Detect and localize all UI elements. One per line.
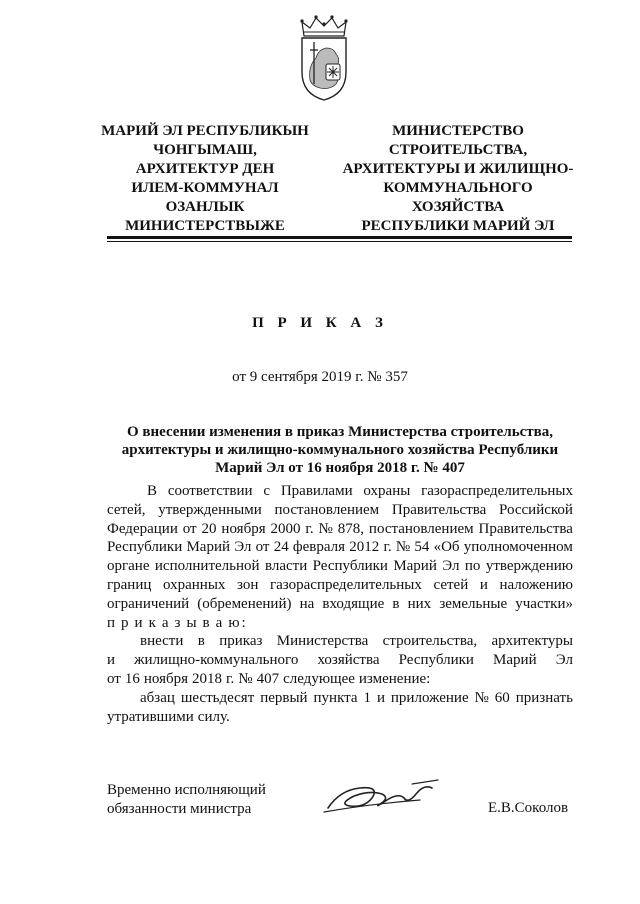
body-line: и жилищно-коммунального хозяйства Республики Марий Эл	[107, 652, 573, 669]
subject-line: архитектуры и жилищно-коммунального хозяйства Республики	[121, 442, 559, 458]
document-type-title: П Р И К А З	[252, 315, 388, 331]
header-right-line: ХОЗЯЙСТВА	[411, 199, 505, 215]
header-right-line: КОММУНАЛЬНОГО	[383, 180, 533, 196]
header-left-line: МАРИЙ ЭЛ РЕСПУБЛИКЫН	[101, 123, 309, 139]
signatory-position	[107, 781, 266, 819]
body-line: ограничений (обременений) на входящие в них земельные участки»	[107, 595, 573, 612]
document-body	[107, 482, 573, 726]
handwritten-signature-icon	[320, 770, 450, 820]
header-left-line: ЧОНГЫМАШ,	[153, 142, 257, 158]
subject-line: О внесении изменения в приказ Министерства строительства,	[126, 424, 554, 440]
subject-line: Марий Эл от 16 ноября 2018 г. № 407	[215, 460, 465, 476]
body-line: п р и к а з ы в а ю:	[107, 614, 248, 631]
coat-of-arms-icon	[296, 14, 352, 102]
header-right-line: МИНИСТЕРСТВО	[392, 123, 524, 139]
ministry-name-russian	[338, 122, 578, 236]
document-date-number: от 9 сентября 2019 г. № 357	[232, 369, 408, 385]
body-line: утратившими силу.	[107, 708, 230, 725]
ministry-name-mari	[85, 122, 325, 236]
header-right-line: СТРОИТЕЛЬСТВА,	[388, 142, 528, 158]
header-right-line: АРХИТЕКТУРЫ И ЖИЛИЩНО-	[342, 161, 574, 177]
header-divider-thin	[107, 241, 572, 242]
document-subject	[108, 423, 572, 477]
body-line: абзац шестьдесят первый пункта 1 и приложение № 60 признать	[140, 689, 573, 706]
position-line: Временно исполняющий	[107, 782, 266, 798]
header-left-line: АРХИТЕКТУР ДЕН	[135, 161, 275, 177]
body-line: Федерации от 20 ноября 2000 г. № 878, постановлением Правительства	[107, 520, 573, 537]
header-right-line: РЕСПУБЛИКИ МАРИЙ ЭЛ	[361, 218, 555, 234]
header-left-line: ОЗАНЛЫК	[165, 199, 245, 215]
header-divider-thick	[107, 236, 572, 239]
body-line: органе исполнительной власти Республики Марий Эл по утверждению	[107, 558, 573, 575]
body-line: границ охранных зон газораспределительных сетей и наложению	[107, 576, 573, 593]
header-left-line: ИЛЕМ-КОММУНАЛ	[131, 180, 279, 196]
body-line: внести в приказ Министерства строительства, архитектуры	[140, 633, 573, 650]
signatory-name: Е.В.Соколов	[488, 800, 569, 816]
body-line: сетей, утвержденными постановлением Правительства Российской	[107, 501, 573, 518]
body-line: Республики Марий Эл от 24 февраля 2012 г. № 54 «Об уполномоченном	[107, 539, 573, 556]
header-left-line: МИНИСТЕРСТВЫЖЕ	[125, 218, 285, 234]
body-line: от 16 ноября 2018 г. № 407 следующее изменение:	[107, 670, 431, 687]
body-line: В соответствии с Правилами охраны газораспределительных	[147, 483, 573, 499]
position-line: обязанности министра	[107, 801, 252, 817]
